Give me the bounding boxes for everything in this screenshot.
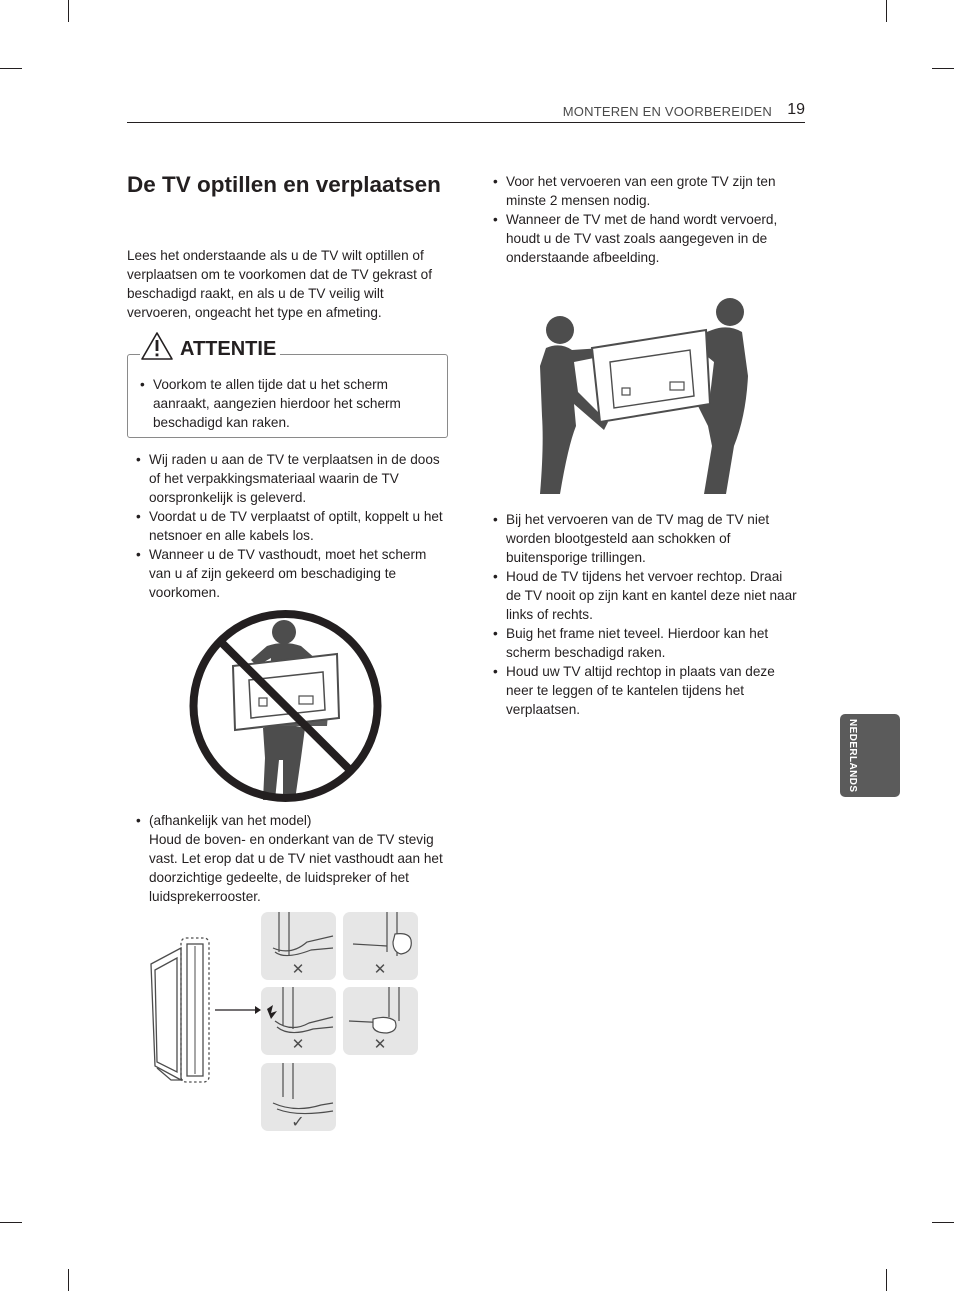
list-item [140, 375, 440, 432]
bullet: • [136, 452, 141, 467]
list-item-text: Bij het vervoeren van de TV mag de TV niet worden blootgesteld aan schokken of buitensporige trillingen. [506, 512, 770, 565]
crop-mark [68, 1269, 69, 1291]
page-number: 19 [787, 101, 805, 118]
grip-tile-wrong [343, 912, 418, 980]
bullet: • [140, 377, 145, 392]
list-item-text: Buig het frame niet teveel. Hierdoor kan het scherm beschadigd raken. [506, 626, 769, 660]
list-item [136, 811, 448, 906]
list-item-text: Wanneer de TV met de hand wordt vervoerd, houdt u de TV vast zoals aangegeven in de onderstaande afbeelding. [506, 212, 778, 265]
list-item [136, 545, 448, 602]
list-item-text: Voor het vervoeren van een grote TV zijn ten minste 2 mensen nodig. [506, 174, 776, 208]
attention-header [140, 331, 280, 361]
grip-tile-wrong [343, 987, 418, 1055]
bullet: • [493, 626, 498, 641]
bullet: • [493, 174, 498, 189]
crop-mark [886, 0, 887, 22]
prohibited-carry-illustration [187, 608, 384, 804]
left-bullet-list [136, 450, 448, 602]
attention-list [140, 375, 440, 432]
check-mark: ✓ [291, 1114, 305, 1131]
page-title: De TV optillen en verplaatsen [127, 172, 441, 197]
list-item-text: Voorkom te allen tijde dat u het scherm aanraakt, aangezien hierdoor het scherm beschadigd kan raken. [153, 377, 401, 430]
bullet: • [493, 569, 498, 584]
list-item [493, 172, 798, 210]
model-note-list [136, 811, 448, 906]
bullet: • [136, 813, 141, 828]
wrong-mark: ✕ [373, 961, 387, 978]
crop-mark [886, 1269, 887, 1291]
crop-mark [932, 1222, 954, 1223]
list-item [493, 210, 798, 267]
bullet: • [493, 664, 498, 679]
warning-icon [140, 331, 174, 361]
impact-icon [267, 1005, 277, 1019]
bullet: • [136, 547, 141, 562]
language-tab-label: NEDERLANDS [847, 718, 858, 793]
page-header [127, 102, 805, 123]
list-item [136, 507, 448, 545]
list-item-text: Houd de TV tijdens het vervoer rechtop. Draai de TV nooit op zijn kant en kantel deze niet naar links of rechts. [506, 569, 797, 622]
list-item [493, 510, 798, 567]
list-item-text: Wanneer u de TV vasthoudt, moet het scherm van u af zijn gekeerd om beschadiging te voorkomen. [149, 547, 427, 600]
section-title: MONTEREN EN VOORBEREIDEN [562, 104, 772, 119]
wrong-mark: ✕ [373, 1036, 387, 1053]
list-item-text: Houd uw TV altijd rechtop in plaats van deze neer te leggen of te kantelen tijdens het verplaatsen. [506, 664, 775, 717]
wrong-mark: ✕ [291, 1036, 305, 1053]
list-item [493, 624, 798, 662]
grip-tile-right [261, 1063, 336, 1131]
crop-mark [932, 68, 954, 69]
grip-tile-wrong [261, 987, 336, 1055]
list-item [493, 567, 798, 624]
right-bullet-list-bottom [493, 510, 798, 719]
bullet: • [493, 212, 498, 227]
wrong-mark: ✕ [291, 961, 305, 978]
model-note-text: Houd de boven- en onderkant van de TV stevig vast. Let erop dat u de TV niet vasthoudt aan het doorzichtige gedeelte, de luidspreker of het luidsprekerrooster. [149, 832, 443, 904]
attention-title: ATTENTIE [180, 338, 277, 360]
bullet: • [136, 509, 141, 524]
list-item-text: Voordat u de TV verplaatst of optilt, koppelt u het netsnoer en alle kabels los. [149, 509, 443, 543]
list-item [493, 662, 798, 719]
intro-paragraph: Lees het onderstaande als u de TV wilt optillen of verplaatsen om te voorkomen dat de TV gekrast of beschadigd raakt, en als u de TV veilig wilt vervoeren, ongeacht het type en afmeting. [127, 248, 433, 320]
two-person-carry-illustration [538, 296, 750, 494]
crop-mark [68, 0, 69, 22]
grip-tile-wrong [261, 912, 336, 980]
list-item [136, 450, 448, 507]
tv-back-panel [592, 330, 710, 422]
attention-box [127, 338, 448, 438]
bullet: • [493, 512, 498, 527]
list-item-text: Wij raden u aan de TV te verplaatsen in de doos of het verpakkingsmateriaal waarin de TV oorspronkelijk is geleverd. [149, 452, 440, 505]
crop-mark [0, 68, 22, 69]
crop-mark [0, 1222, 22, 1223]
tv-side-view-illustration [147, 934, 262, 1086]
right-bullet-list-top [493, 172, 798, 267]
model-note-label: (afhankelijk van het model) [149, 813, 312, 828]
